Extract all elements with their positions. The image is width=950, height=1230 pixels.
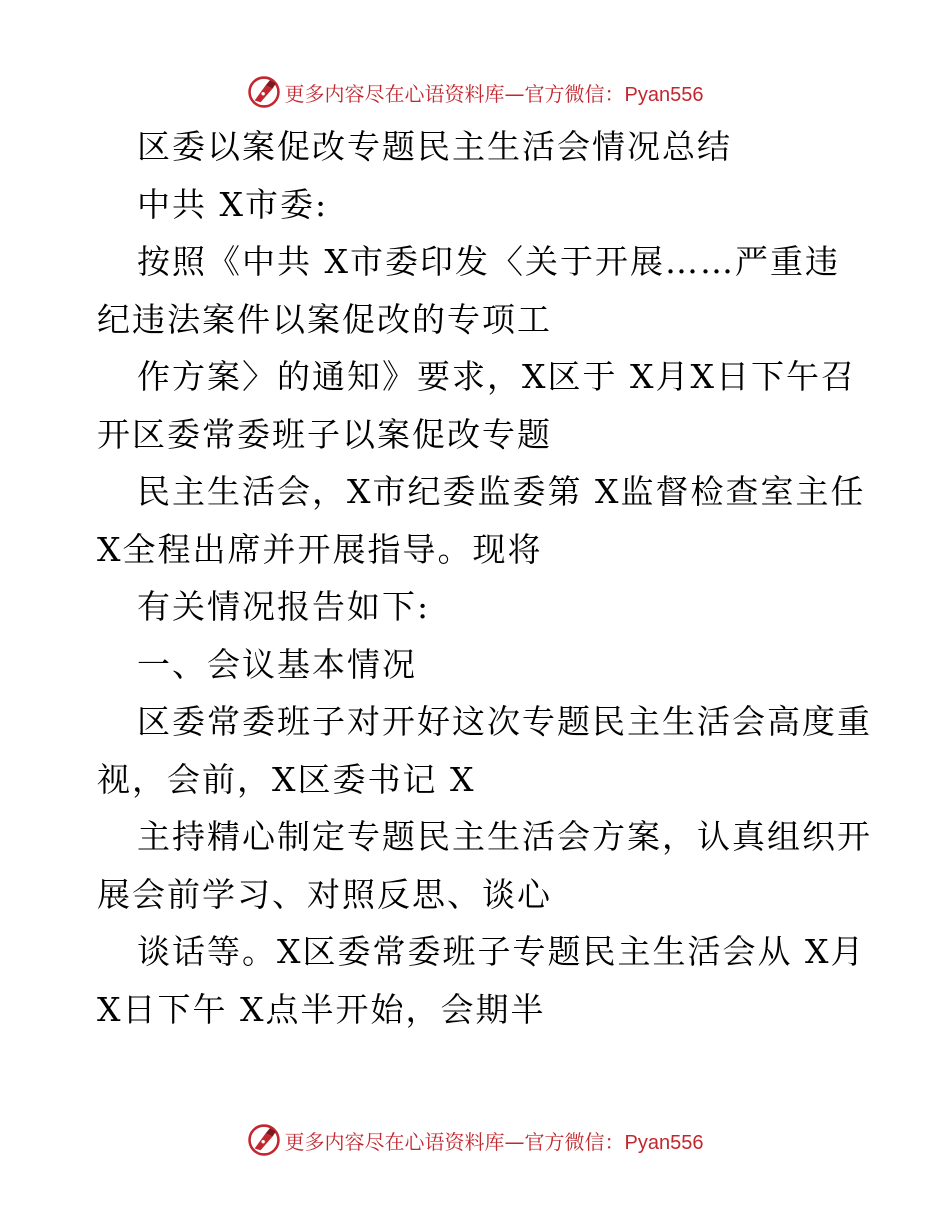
document-line: 区委常委班子对开好这次专题民主生活会高度重 (137, 702, 872, 741)
watermark-library-name: 更多内容尽在心语资料库 (284, 1129, 505, 1154)
document-line: 民主生活会，X市纪委监委第 X监督检查室主任 (137, 472, 866, 511)
watermark-text (285, 1126, 704, 1155)
watermark-dash: — (504, 1129, 525, 1154)
document-line: 纪违法案件以案促改的专项工 (97, 299, 552, 339)
watermark-dash: — (504, 81, 525, 106)
footer-watermark (0, 1120, 950, 1160)
document-line: 开区委常委班子以案促改专题 (97, 414, 552, 454)
watermark-library-name: 更多内容尽在心语资料库 (284, 81, 505, 106)
watermark-wechat-handle: Pyan556 (624, 83, 704, 106)
pen-nib-logo-icon (247, 75, 281, 109)
document-body (97, 118, 872, 1038)
watermark-wechat-label: 官方微信： (524, 1129, 625, 1154)
document-line: 有关情况报告如下: (137, 587, 431, 626)
watermark-wechat-handle: Pyan556 (624, 1131, 704, 1154)
document-line: X日下午 X点半开始，会期半 (97, 989, 546, 1029)
document-line: 按照《中共 X市委印发〈关于开展……严重违 (137, 242, 840, 281)
document-line: 主持精心制定专题民主生活会方案，认真组织开 (137, 817, 872, 856)
document-line: 一、会议基本情况 (137, 644, 417, 684)
document-line: 谈话等。X区委常委班子专题民主生活会从 X月 (137, 932, 866, 971)
header-watermark (0, 72, 950, 112)
document-line: X全程出席并开展指导。现将 (97, 529, 543, 569)
document-line: 中共 X市委: (137, 184, 329, 224)
document-line: 视，会前，X区委书记 X (97, 759, 476, 799)
pen-nib-logo-icon (247, 1123, 281, 1157)
document-line: 区委以案促改专题民主生活会情况总结 (137, 127, 732, 166)
document-line: 展会前学习、对照反思、谈心 (97, 874, 552, 914)
watermark-text (285, 78, 704, 107)
document-line: 作方案〉的通知》要求，X区于 X月X日下午召 (137, 357, 856, 396)
watermark-wechat-label: 官方微信： (524, 81, 625, 106)
